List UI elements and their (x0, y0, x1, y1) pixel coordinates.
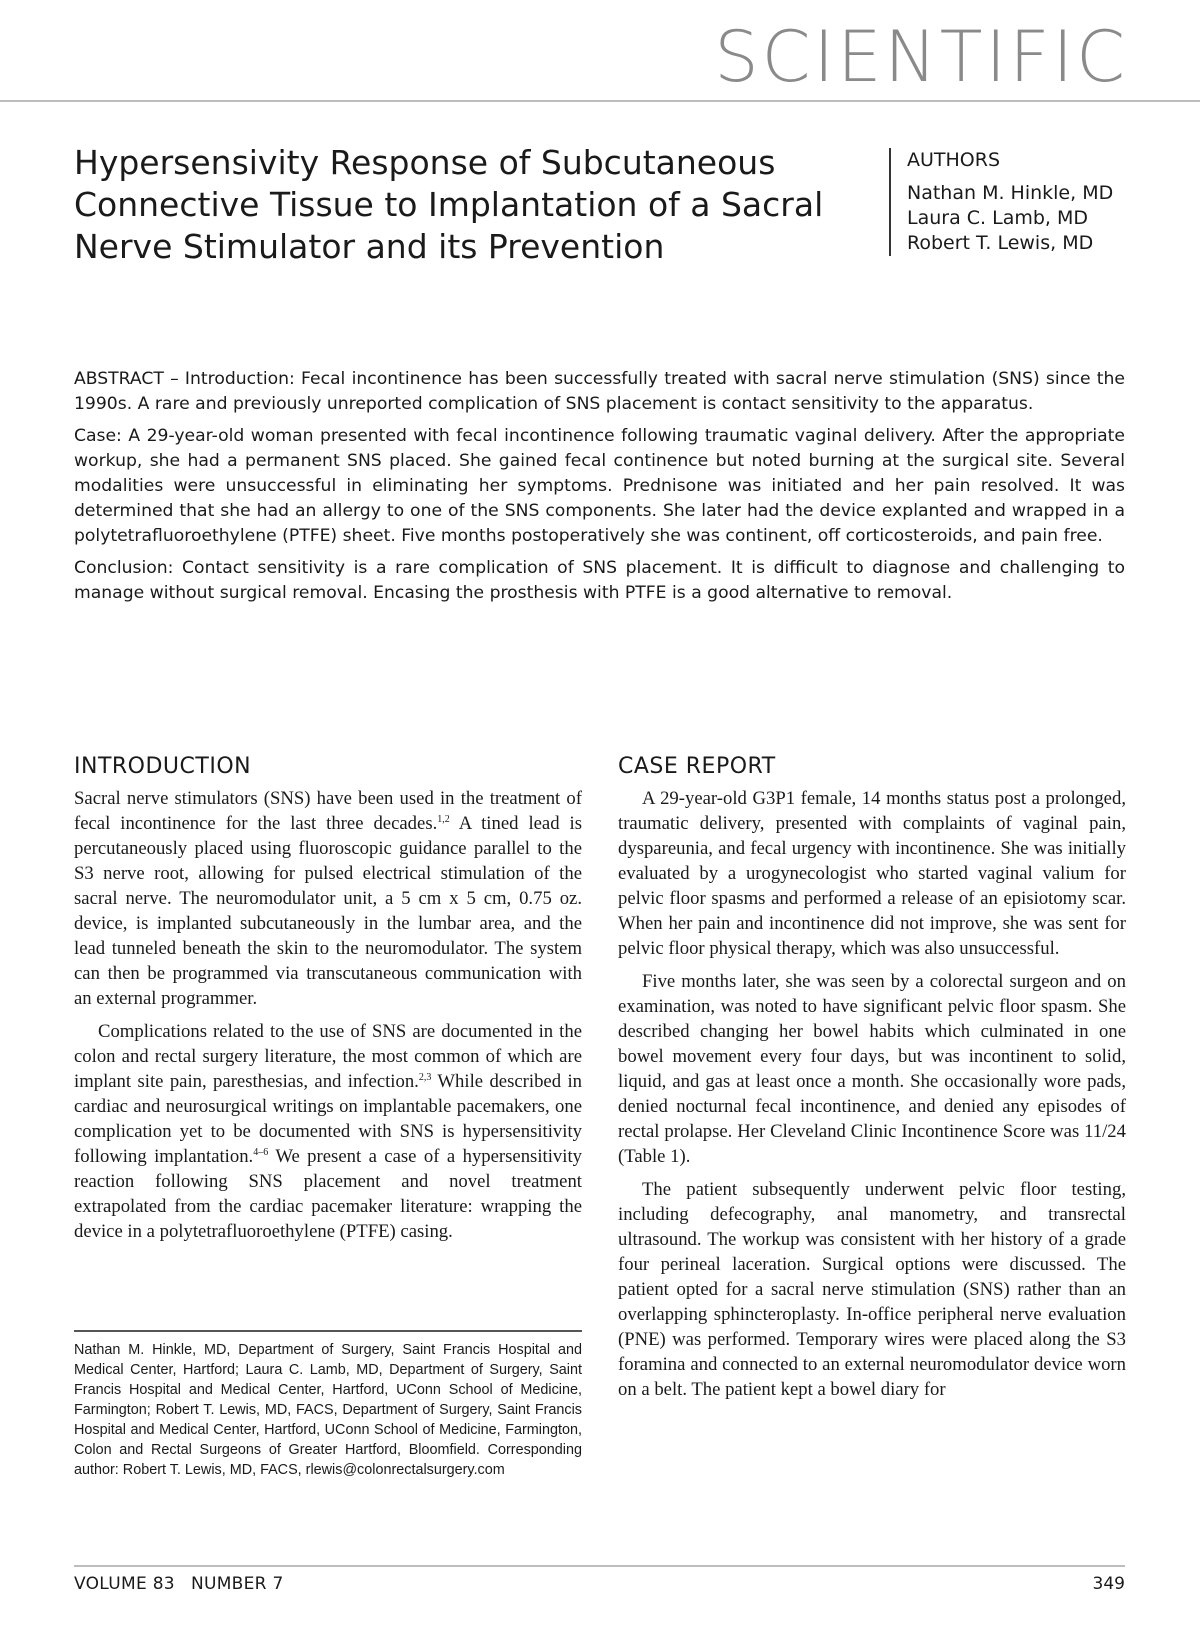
introduction-heading: INTRODUCTION (74, 754, 252, 779)
abstract (74, 367, 1125, 613)
footer-divider (74, 1565, 1125, 1567)
author-name: Nathan M. Hinkle, MD (907, 182, 1114, 204)
introduction-section (74, 752, 582, 1252)
article-title: Hypersensivity Response of Subcutaneous Connective Tissue to Implantation of a Sacral Nerve Stimulator and its Prevention (74, 143, 824, 266)
case-report-heading: CASE REPORT (618, 754, 776, 779)
volume-label: VOLUME 83 (74, 1574, 175, 1594)
authors-block (889, 148, 1113, 256)
author-affiliations-footnote: Nathan M. Hinkle, MD, Department of Surgery, Saint Francis Hospital and Medical Center, Hartford; Laura C. Lamb, MD, Department of Surgery, Saint Francis Hospital and Medical Center, Hartford, UConn School of Medicine, Farmington; Robert T. Lewis, MD, FACS, Department of Surgery, Saint Francis Hospital and Medical Center, Hartford, UConn School of Medicine, Farmington, Colon and Rectal Surgeons of Greater Hartford, Bloomfield. Corresponding author: Robert T. Lewis, MD, FACS, rlewis@colonrectalsurgery.com (74, 1342, 582, 1478)
abstract-case: Case: A 29-year-old woman presented with fecal incontinence following traumatic vaginal delivery. After the appropriate workup, she had a permanent SNS placed. She gained fecal continence but noted burning at the surgical site. Several modalities were unsuccessful in eliminating her symptoms. Prednisone was initiated and her pain resolved. It was determined that she had an allergy to one of the SNS components. She later had the device explanted and wrapped in a polytetrafluoroethylene (PTFE) sheet. Five months postoperatively she was continent, off corticosteroids, and pain free. (74, 426, 1125, 546)
citation-ref: 2,3 (418, 1072, 432, 1083)
authors-label: AUTHORS (907, 149, 1001, 171)
introduction-paragraph: Sacral nerve stimulators (SNS) have been used in the treatment of fecal incontinence for the last three decades.$^{1,2}$ A tined lead is percutaneously placed using fluoroscopic guidance parallel to the S3 nerve root, allowing for pulsed electrical stimulation of the sacral nerve. The neuromodulator unit, a 5 cm x 5 cm, 0.75 oz. device, is implanted subcutaneously in the lumbar area, and the lead tunneled beneath the skin to the neuromodulator. The system can then be programmed via transcutaneous communication with an external programmer. (74, 788, 582, 1009)
introduction-paragraph: Complications related to the use of SNS are documented in the colon and rectal surgery literature, the most common of which are implant site pain, paresthesias, and infection.$^{2,3}$ While described in cardiac and neurosurgical writings on implantable pacemakers, one complication yet to be documented with SNS is hypersensitivity following implantation.$^{4-6}$ We present a case of a hypersensitivity reaction following SNS placement and novel treatment extrapolated from the cardiac pacemaker literature: wrapping the device in a polytetrafluoroethylene (PTFE) casing. (74, 1021, 582, 1242)
author-name: Laura C. Lamb, MD (907, 207, 1089, 229)
case-report-paragraph: Five months later, she was seen by a colorectal surgeon and on examination, was noted to have significant pelvic floor spasm. She described changing her bowel habits which culminated in one bowel movement every four days, but was incontinent to solid, liquid, and gas at least once a month. She occasionally wore pads, denied nocturnal fecal incontinence, and denied any episodes of rectal prolapse. Her Cleveland Clinic Incontinence Score was 11/24 (Table 1). (618, 971, 1126, 1167)
abstract-conclusion: Conclusion: Contact sensitivity is a rare complication of SNS placement. It is difficult to diagnose and challenging to manage without surgical removal. Encasing the prosthesis with PTFE is a good alternative to removal. (74, 558, 1125, 603)
case-report-paragraph: A 29-year-old G3P1 female, 14 months status post a prolonged, traumatic delivery, presented with complaints of vaginal pain, dyspareunia, and fecal urgency with incontinence. She was initially evaluated by a urogynecologist who started vaginal valium for pelvic floor spasms and performed a release of an episiotomy scar. When her pain and incontinence did not improve, she was sent for pelvic floor physical therapy, which was also unsuccessful. (618, 788, 1126, 959)
case-report-paragraph: The patient subsequently underwent pelvic floor testing, including defecography, anal manometry, and transrectal ultrasound. The workup was consistent with her history of a grade four perineal laceration. Surgical options were discussed. The patient opted for a sacral nerve stimulation (SNS) rather than an overlapping sphincteroplasty. In-office peripheral nerve evaluation (PNE) was performed. Temporary wires were placed along the S3 foramina and connected to an external neuromodulator device worn on a belt. The patient kept a bowel diary for (618, 1179, 1126, 1400)
abstract-introduction: ABSTRACT – Introduction: Fecal incontinence has been successfully treated with sacral nerve stimulation (SNS) since the 1990s. A rare and previously unreported complication of SNS placement is contact sensitivity to the apparatus. (74, 369, 1125, 414)
section-label: SCIENTIFIC (714, 16, 1128, 98)
page-number: 349 (1092, 1574, 1125, 1594)
journal-issue (74, 1574, 284, 1594)
case-report-section (618, 752, 1126, 1410)
author-name: Robert T. Lewis, MD (907, 232, 1094, 254)
citation-ref: 1,2 (437, 814, 450, 825)
footnote-divider (74, 1330, 582, 1332)
citation-ref: 4–6 (253, 1147, 269, 1158)
header-divider (0, 100, 1200, 102)
number-label: NUMBER 7 (190, 1574, 284, 1594)
